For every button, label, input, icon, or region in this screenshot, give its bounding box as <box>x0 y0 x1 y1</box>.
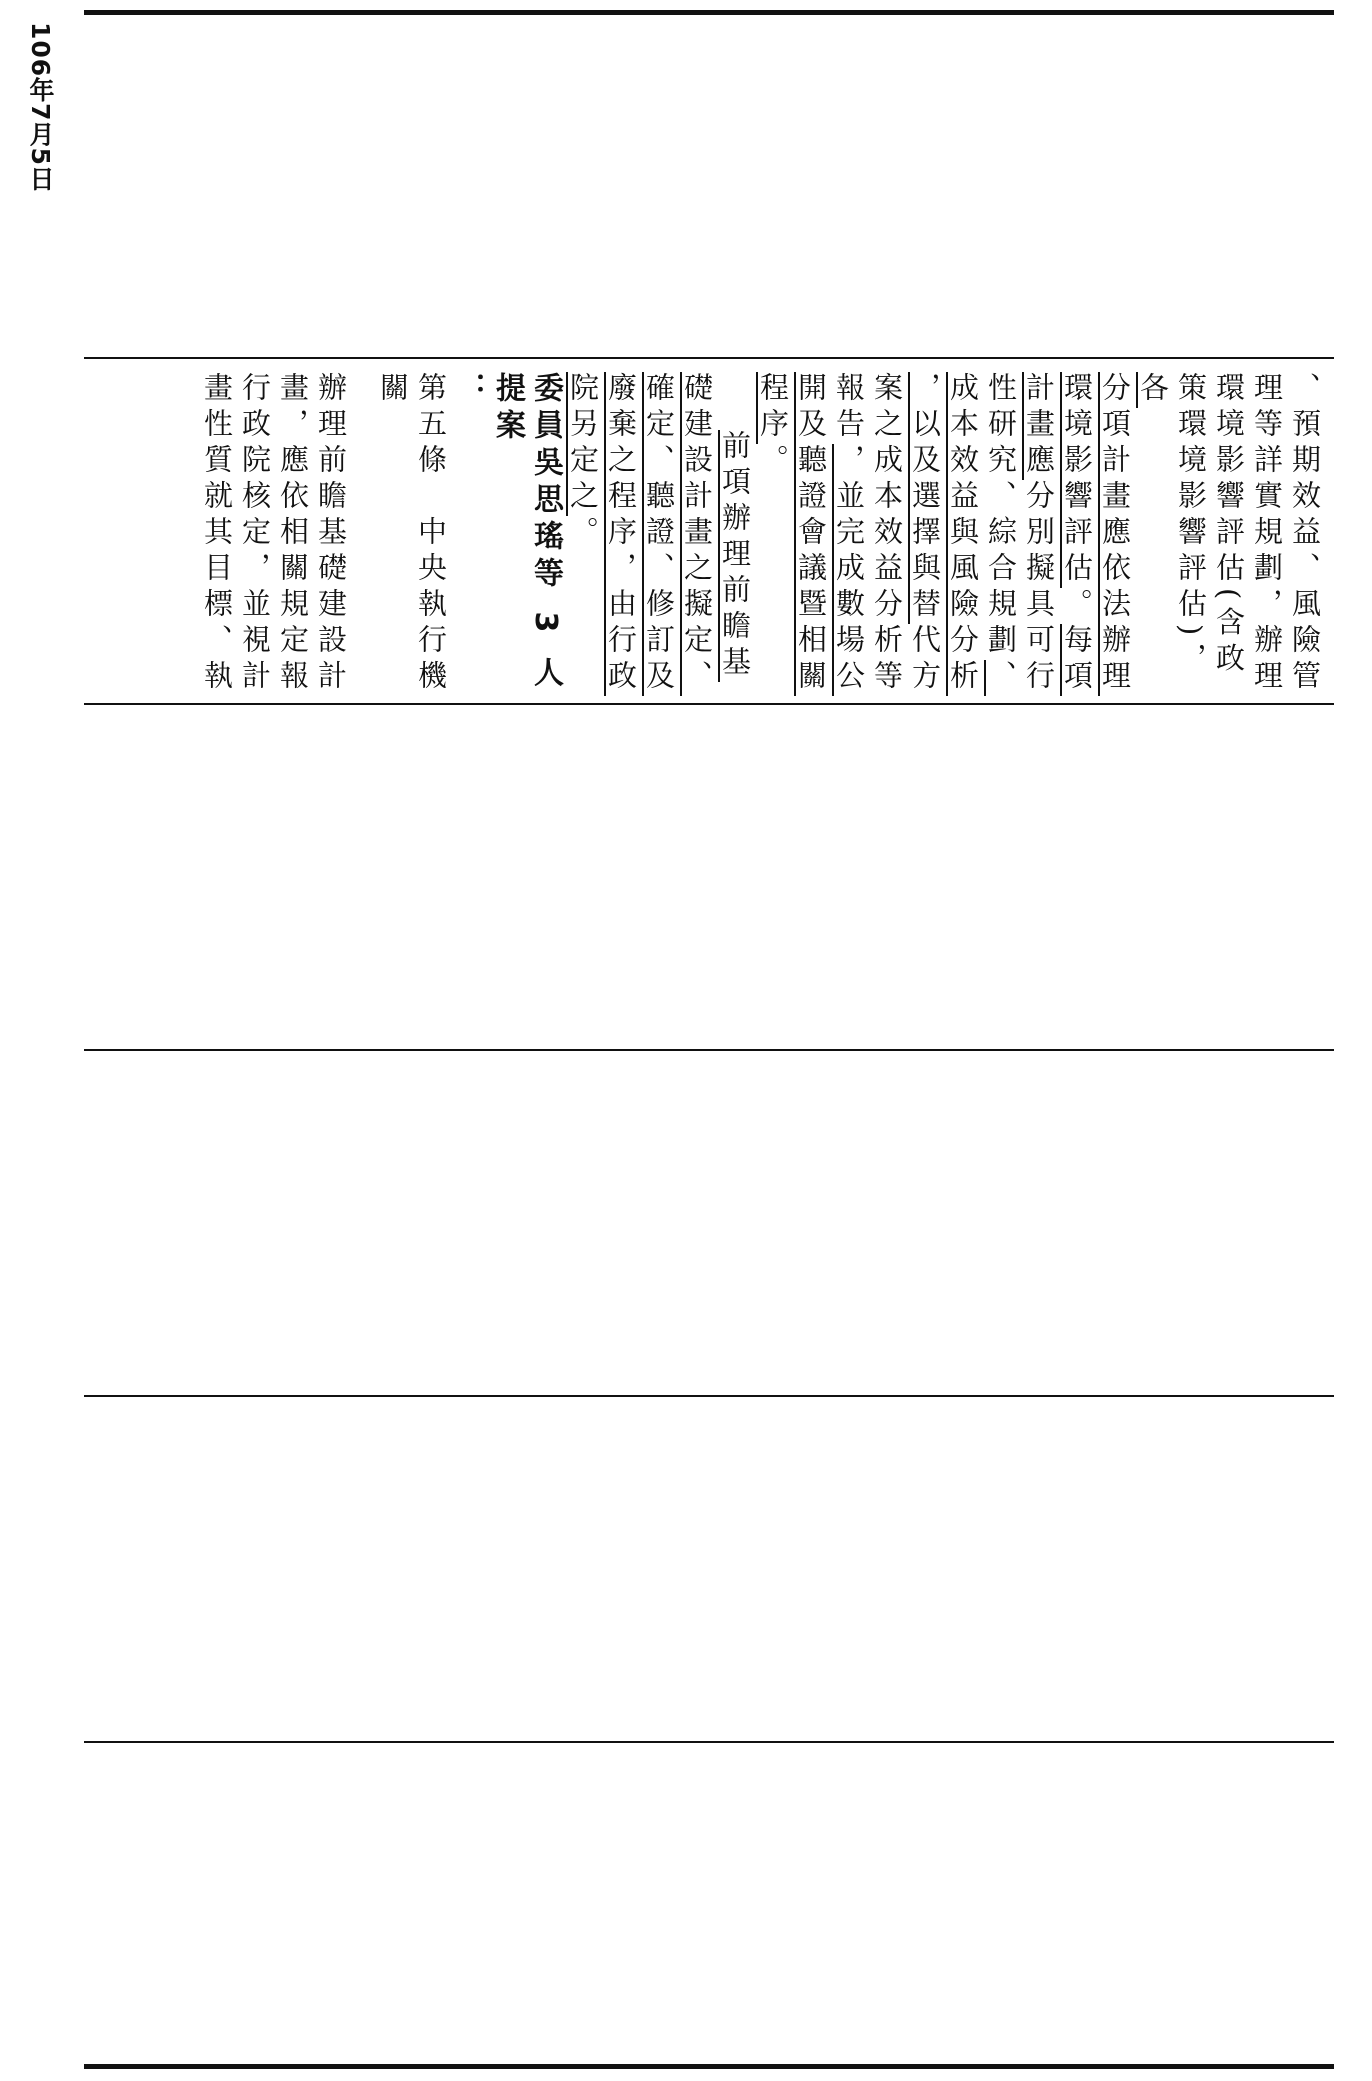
text-line: 確定、聽證、修訂及 <box>642 372 676 696</box>
article-line: 辦理前瞻基礎建設計 <box>314 372 348 696</box>
text-line: 分項計畫應依法辦理 <box>1098 372 1132 696</box>
text-line: 性研究、綜合規劃、 <box>984 372 1018 696</box>
text-line: 廢棄之程序，由行政 <box>604 372 638 696</box>
text-line: 計畫應分別擬具可行 <box>1022 372 1056 696</box>
text-line: 成本效益與風險分析 <box>946 372 980 696</box>
page-date-header: 106年7月5日 <box>26 22 55 192</box>
article-line: 第五條 中央執行機關 <box>376 372 448 696</box>
text-line: 理等詳實規劃，辦理 <box>1250 372 1284 696</box>
text-line: ，以及選擇與替代方 <box>908 372 942 696</box>
text-line: 程序。 <box>756 372 790 480</box>
text-line: 案之成本效益分析等 <box>870 372 904 696</box>
article-line: 行政院核定，並視計 <box>238 372 272 696</box>
row-divider-4 <box>84 1395 1334 1397</box>
bill-text-block <box>100 372 1324 700</box>
text-line: 礎建設計畫之擬定、 <box>680 372 714 696</box>
text-line: 、預期效益、風險管 <box>1288 372 1322 696</box>
text-line: 環境影響評估(含政 <box>1212 372 1246 679</box>
article-line: 畫性質就其目標、執 <box>200 372 234 696</box>
bottom-rule <box>84 2064 1334 2069</box>
text-line: 報告，並完成數場公 <box>832 372 866 696</box>
row-divider-5 <box>84 1741 1334 1743</box>
top-rule <box>84 10 1334 15</box>
text-line: 環境影響評估。每項 <box>1060 372 1094 696</box>
article-line: 畫，應依相關規定報 <box>276 372 310 696</box>
text-line: 前項辦理前瞻基 <box>718 430 752 682</box>
text-line: 院另定之。 <box>566 372 600 552</box>
proposal-title: 委員吳思瑤等 3 人提案 <box>490 372 563 694</box>
row-divider-1 <box>84 357 1334 359</box>
row-divider-3 <box>84 1049 1334 1051</box>
proposal-colon: ： <box>452 372 487 409</box>
row-divider-2 <box>84 703 1334 705</box>
text-line: 策環境影響評估)，各 <box>1136 372 1208 679</box>
text-line: 開及聽證會議暨相關 <box>794 372 828 696</box>
